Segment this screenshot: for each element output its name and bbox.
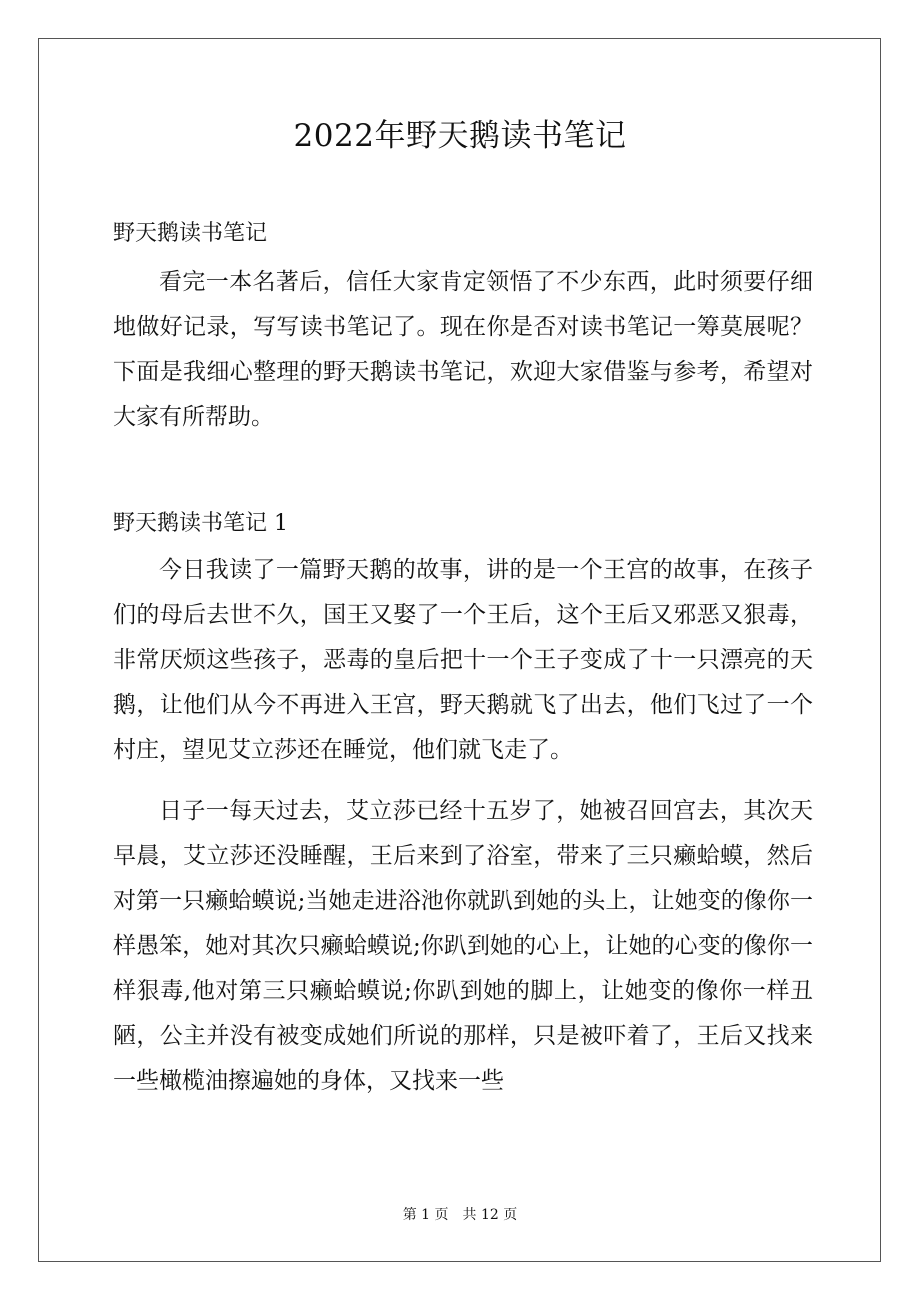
page-number: 第 1 页 <box>402 1207 449 1223</box>
section-1-paragraph-1: 今日我读了一篇野天鹅的故事，讲的是一个王宫的故事，在孩子们的母后去世不久，国王又娶了一个王后，这个王后又邪恶又狠毒，非常厌烦这些孩子，恶毒的皇后把十一个王子变成了十一只漂亮的天鹅，让他们从今不再进入王宫，野天鹅就飞了出去，他们飞过了一个村庄，望见艾立莎还在睡觉，他们就飞走了。 <box>113 557 813 763</box>
intro-heading: 野天鹅读书笔记 <box>113 221 268 246</box>
page-footer <box>0 1205 920 1225</box>
page-total: 共 12 页 <box>462 1207 518 1223</box>
intro-paragraph: 看完一本名著后，信任大家肯定领悟了不少东西，此时须要仔细地做好记录，写写读书笔记了。现在你是否对读书笔记一筹莫展呢？下面是我细心整理的野天鹅读书笔记，欢迎大家借鉴与参考，希望对大家有所帮助。 <box>113 269 813 430</box>
section-1-paragraph-2: 日子一每天过去，艾立莎已经十五岁了，她被召回宫去，其次天早晨，艾立莎还没睡醒，王后来到了浴室，带来了三只癞蛤蟆，然后对第一只癞蛤蟆说;当她走进浴池你就趴到她的头上，让她变的像你一样愚笨，她对其次只癞蛤蟆说;你趴到她的心上，让她的心变的像你一样狠毒,他对第三只癞蛤蟆说;你趴到她的脚上，让她变的像你一样丑陋，公主并没有被变成她们所说的那样，只是被吓着了，王后又找来一些橄榄油擦遍她的身体，又找来一些 <box>113 798 813 1094</box>
document-title: 2022年野天鹅读书笔记 <box>293 118 627 154</box>
section-1-heading: 野天鹅读书笔记 1 <box>113 511 288 536</box>
